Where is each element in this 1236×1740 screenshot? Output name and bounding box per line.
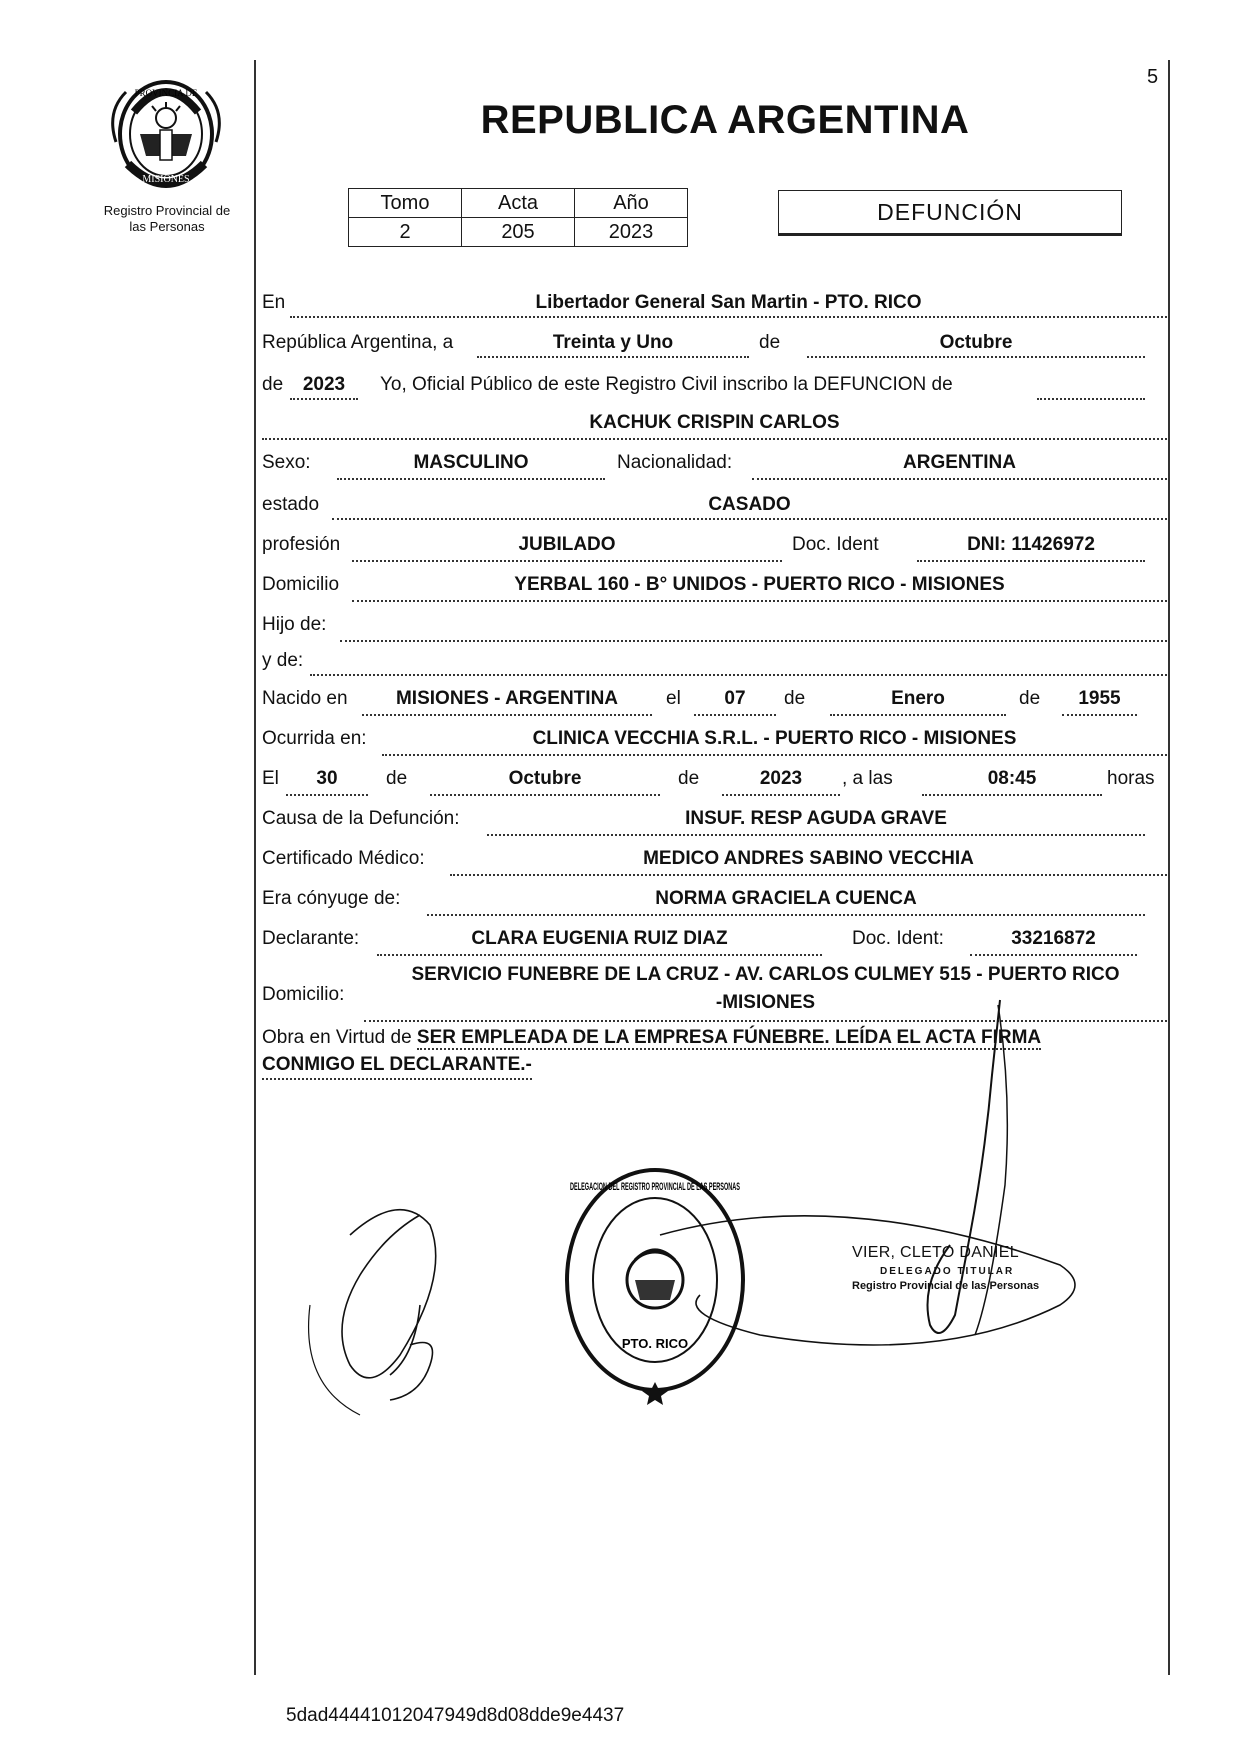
official-name: VIER, CLETO DANIEL: [852, 1244, 1019, 1261]
row-ocurrida: Ocurrida en: CLINICA VECCHIA S.R.L. - PUERTO RICO - MISIONES: [262, 724, 1167, 756]
birthplace-value: MISIONES - ARGENTINA: [395, 688, 619, 709]
row-nacido: Nacido en MISIONES - ARGENTINA el 07 de Enero de 1955: [262, 684, 1167, 716]
page-title: REPUBLICA ARGENTINA: [480, 98, 970, 142]
place-value: Libertador General San Martin - PTO. RICO: [535, 292, 922, 313]
page-number: 5: [1147, 66, 1159, 88]
death-year-value: 2023: [759, 768, 803, 789]
month-value: Octubre: [939, 332, 1013, 353]
header-anio: Año: [575, 189, 688, 218]
declarant-signature: [290, 1195, 480, 1425]
doc-ident-value: DNI: 11426972: [967, 534, 1095, 555]
birth-day-value: 07: [724, 688, 746, 709]
ocurrida-value: CLINICA VECCHIA S.R.L. - PUERTO RICO - MISIONES: [532, 728, 1017, 749]
row-fecha: El 30 de Octubre de 2023 , a las 08:45 horas: [262, 764, 1167, 796]
row-profesion: profesión JUBILADO Doc. Ident DNI: 11426972: [262, 530, 1167, 562]
obra-en-virtud: Obra en Virtud de SER EMPLEADA DE LA EMPRESA FÚNEBRE. LEÍDA EL ACTA FIRMA CONMIGO EL DECLARANTE.-: [262, 1024, 1167, 1080]
sexo-value: MASCULINO: [413, 452, 529, 473]
birth-month-value: Enero: [891, 688, 945, 709]
domicilio-value: YERBAL 160 - B° UNIDOS - PUERTO RICO - MISIONES: [514, 574, 1005, 595]
year-value: 2023: [302, 374, 346, 395]
right-margin-line: [1168, 60, 1170, 1675]
value-anio: 2023: [575, 218, 688, 247]
value-acta: 205: [462, 218, 575, 247]
day-value: Treinta y Uno: [552, 332, 674, 353]
deceased-name: KACHUK CRISPIN CARLOS: [589, 412, 840, 433]
left-margin-line: [254, 60, 256, 1675]
birth-year-value: 1955: [1078, 688, 1121, 709]
row-republica: República Argentina, a Treinta y Uno de Octubre: [262, 328, 1167, 360]
row-y-de: y de:: [262, 646, 1167, 678]
certificado-value: MEDICO ANDRES SABINO VECCHIA: [643, 848, 974, 869]
svg-text:PTO. RICO: PTO. RICO: [621, 1336, 689, 1351]
conyuge-value: NORMA GRACIELA CUENCA: [655, 888, 917, 909]
provincial-seal-icon: [106, 72, 226, 192]
row-declarante: Declarante: CLARA EUGENIA RUIZ DIAZ Doc. Ident: 33216872: [262, 924, 1167, 956]
header-tomo: Tomo: [349, 189, 462, 218]
estado-value: CASADO: [708, 494, 791, 515]
document-hash: 5dad44441012047949d8d08dde9e4437: [286, 1705, 625, 1726]
obra-line1: SER EMPLEADA DE LA EMPRESA FÚNEBRE. LEÍDA EL ACTA FIRMA: [416, 1027, 1042, 1048]
obra-line2: CONMIGO EL DECLARANTE.-: [262, 1051, 532, 1080]
death-month-value: Octubre: [508, 768, 582, 789]
causa-value: INSUF. RESP AGUDA GRAVE: [685, 808, 947, 829]
row-estado: estado CASADO: [262, 490, 1167, 522]
svg-text:MISIONES: MISIONES: [142, 174, 190, 185]
declarante-doc-value: 33216872: [1011, 928, 1096, 949]
official-signature: [640, 995, 1100, 1365]
domicilio-decl-line2: -MISIONES: [715, 992, 816, 1013]
row-domicilio-declarante: Domicilio: SERVICIO FUNEBRE DE LA CRUZ - AV. CARLOS CULMEY 515 - PUERTO RICO -MISIONES: [262, 960, 1167, 1024]
death-time-value: 08:45: [987, 768, 1037, 789]
header-acta: Acta: [462, 189, 575, 218]
death-day-value: 30: [316, 768, 338, 789]
registry-caption: Registro Provincial de las Personas: [103, 203, 231, 234]
row-causa: Causa de la Defunción: INSUF. RESP AGUDA GRAVE: [262, 804, 1167, 836]
row-certificado: Certificado Médico: MEDICO ANDRES SABINO VECCHIA: [262, 844, 1167, 876]
nacionalidad-value: ARGENTINA: [903, 452, 1016, 473]
registry-table: [348, 188, 688, 247]
record-type-box: DEFUNCIÓN: [778, 190, 1122, 236]
profesion-value: JUBILADO: [518, 534, 616, 555]
row-en: En Libertador General San Martin - PTO. RICO: [262, 288, 1167, 320]
svg-text:DELEGACION DEL REGISTRO PROVIN: DELEGACION DEL REGISTRO PROVINCIAL DE LAS PERSONAS: [570, 1181, 740, 1193]
official-role: DELEGADO TITULAR: [880, 1266, 1015, 1277]
value-tomo: 2: [349, 218, 462, 247]
row-hijo-de: Hijo de:: [262, 610, 1167, 642]
row-deceased: [262, 408, 1167, 440]
declarante-value: CLARA EUGENIA RUIZ DIAZ: [471, 928, 728, 949]
row-conyuge: Era cónyuge de: NORMA GRACIELA CUENCA: [262, 884, 1167, 916]
row-domicilio: Domicilio YERBAL 160 - B° UNIDOS - PUERTO RICO - MISIONES: [262, 570, 1167, 602]
svg-text:PROVINCIA DE: PROVINCIA DE: [134, 88, 198, 98]
row-sexo: Sexo: MASCULINO Nacionalidad: ARGENTINA: [262, 448, 1167, 480]
row-year: de 2023 Yo, Oficial Público de este Registro Civil inscribo la DEFUNCION de: [262, 370, 1167, 402]
official-office: Registro Provincial de las Personas: [852, 1280, 1040, 1292]
domicilio-decl-line1: SERVICIO FUNEBRE DE LA CRUZ - AV. CARLOS CULMEY 515 - PUERTO RICO: [411, 964, 1120, 985]
